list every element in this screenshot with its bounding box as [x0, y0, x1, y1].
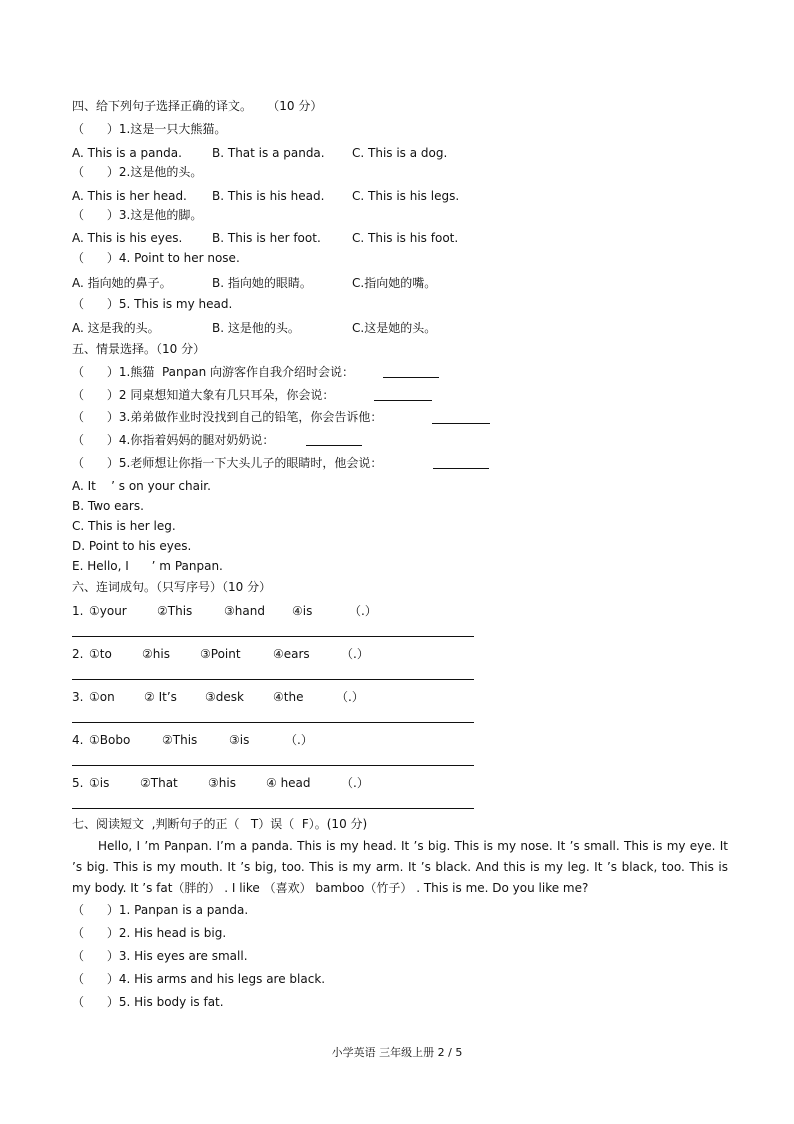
s7-statement-2: （ ）2. His head is big. — [72, 926, 227, 940]
s4-q3-option-c: C. This is his foot. — [352, 231, 459, 245]
s6-word-2: ②This — [157, 604, 193, 618]
s6-word-2: ②That — [140, 776, 178, 790]
s6-word-1: ①to — [89, 647, 112, 661]
s4-question-2: （ ）2.这是他的头。 — [72, 165, 203, 179]
s6-word-3: ③desk — [205, 690, 244, 704]
s5-option-e: E. Hello, I ’ m Panpan. — [72, 559, 223, 573]
s6-word-1: ①your — [89, 604, 127, 618]
s5-option-b: B. Two ears. — [72, 499, 144, 513]
s6-word-3: ③hand — [224, 604, 265, 618]
s6-row-end: （.） — [349, 604, 377, 618]
answer-line[interactable] — [72, 636, 474, 637]
s5-question-4: （ ）4.你指着妈妈的腿对奶奶说： — [72, 433, 275, 447]
s6-row-number: 4. — [72, 733, 84, 747]
s4-q4-option-c: C.指向她的嘴。 — [352, 276, 437, 290]
s5-option-a: A. It ’ s on your chair. — [72, 479, 211, 493]
s7-statement-4: （ ）4. His arms and his legs are black. — [72, 972, 326, 986]
s6-word-1: ①on — [89, 690, 115, 704]
s4-question-1: （ ）1.这是一只大熊猫。 — [72, 122, 227, 136]
reading-passage: Hello, I ’m Panpan. I’m a panda. This is my head. It ’s big. This is my nose. It ’s small. This is my eye. It ’s big. This is my mouth. It ’s big, too. This is my arm. It ’s black. And this is my leg. It ’s black, too. This is my body. It ’s fat（胖的） . I like （喜欢） bamboo（竹子） . This is me. Do you like me? — [72, 839, 728, 895]
s6-word-4: ④ head — [266, 776, 311, 790]
s7-statement-3: （ ）3. His eyes are small. — [72, 949, 248, 963]
s5-question-1: （ ）1.熊猫 Panpan 向游客作自我介绍时会说： — [72, 365, 355, 379]
answer-blank[interactable] — [306, 445, 362, 446]
s5-question-2: （ ）2 同桌想知道大象有几只耳朵，你会说： — [72, 388, 335, 402]
s4-q2-option-a: A. This is her head. — [72, 189, 187, 203]
s6-word-4: ④the — [273, 690, 304, 704]
s7-statement-5: （ ）5. His body is fat. — [72, 995, 224, 1009]
answer-line[interactable] — [72, 808, 474, 809]
s6-row-number: 2. — [72, 647, 84, 661]
s7-statement-1: （ ）1. Panpan is a panda. — [72, 903, 249, 917]
s6-word-3: ③his — [208, 776, 236, 790]
s6-row-end: （.） — [285, 733, 313, 747]
s5-question-3: （ ）3.弟弟做作业时没找到自己的铅笔，你会告诉他： — [72, 410, 383, 424]
s5-option-c: C. This is her leg. — [72, 519, 176, 533]
s4-question-4: （ ）4. Point to her nose. — [72, 251, 240, 265]
s4-question-5: （ ）5. This is my head. — [72, 297, 233, 311]
s4-question-3: （ ）3.这是他的脚。 — [72, 208, 203, 222]
section-5-heading: 五、情景选择。（10 分） — [72, 342, 206, 356]
s6-word-2: ② It’s — [144, 690, 177, 704]
s6-word-1: ①is — [89, 776, 110, 790]
s4-q1-option-a: A. This is a panda. — [72, 146, 182, 160]
s4-q5-option-a: A. 这是我的头。 — [72, 321, 160, 335]
s6-row-end: （.） — [341, 647, 369, 661]
s6-row-end: （.） — [336, 690, 364, 704]
s4-q1-option-c: C. This is a dog. — [352, 146, 448, 160]
s6-word-4: ④is — [292, 604, 313, 618]
s4-q4-option-a: A. 指向她的鼻子。 — [72, 276, 172, 290]
s4-q3-option-a: A. This is his eyes. — [72, 231, 183, 245]
answer-blank[interactable] — [432, 423, 490, 424]
s6-row-number: 5. — [72, 776, 84, 790]
s6-word-1: ①Bobo — [89, 733, 131, 747]
section-4-heading: 四、给下列句子选择正确的译文。 （10 分） — [72, 99, 323, 113]
s5-option-d: D. Point to his eyes. — [72, 539, 192, 553]
answer-line[interactable] — [72, 722, 474, 723]
s4-q3-option-b: B. This is her foot. — [212, 231, 321, 245]
page-footer: 小学英语 三年级上册 2 / 5 — [331, 1046, 463, 1059]
answer-line[interactable] — [72, 679, 474, 680]
section-6-heading: 六、连词成句。（只写序号）（10 分） — [72, 580, 272, 594]
s4-q5-option-c: C.这是她的头。 — [352, 321, 437, 335]
s4-q1-option-b: B. That is a panda. — [212, 146, 325, 160]
s6-word-2: ②This — [162, 733, 198, 747]
answer-blank[interactable] — [374, 400, 432, 401]
s5-question-5: （ ）5.老师想让你指一下大头儿子的眼睛时，他会说： — [72, 456, 383, 470]
s4-q2-option-b: B. This is his head. — [212, 189, 325, 203]
s6-row-number: 1. — [72, 604, 84, 618]
s6-word-4: ④ears — [273, 647, 310, 661]
s4-q5-option-b: B. 这是他的头。 — [212, 321, 300, 335]
s6-word-3: ③Point — [200, 647, 241, 661]
s6-word-2: ②his — [142, 647, 170, 661]
section-7-heading: 七、阅读短文 ,判断句子的正（ T）误（ F）。(10 分) — [72, 817, 368, 831]
answer-line[interactable] — [72, 765, 474, 766]
s4-q2-option-c: C. This is his legs. — [352, 189, 460, 203]
s6-word-3: ③is — [229, 733, 250, 747]
s6-row-end: （.） — [341, 776, 369, 790]
s6-row-number: 3. — [72, 690, 84, 704]
answer-blank[interactable] — [433, 468, 489, 469]
answer-blank[interactable] — [383, 377, 439, 378]
s4-q4-option-b: B. 指向她的眼睛。 — [212, 276, 312, 290]
